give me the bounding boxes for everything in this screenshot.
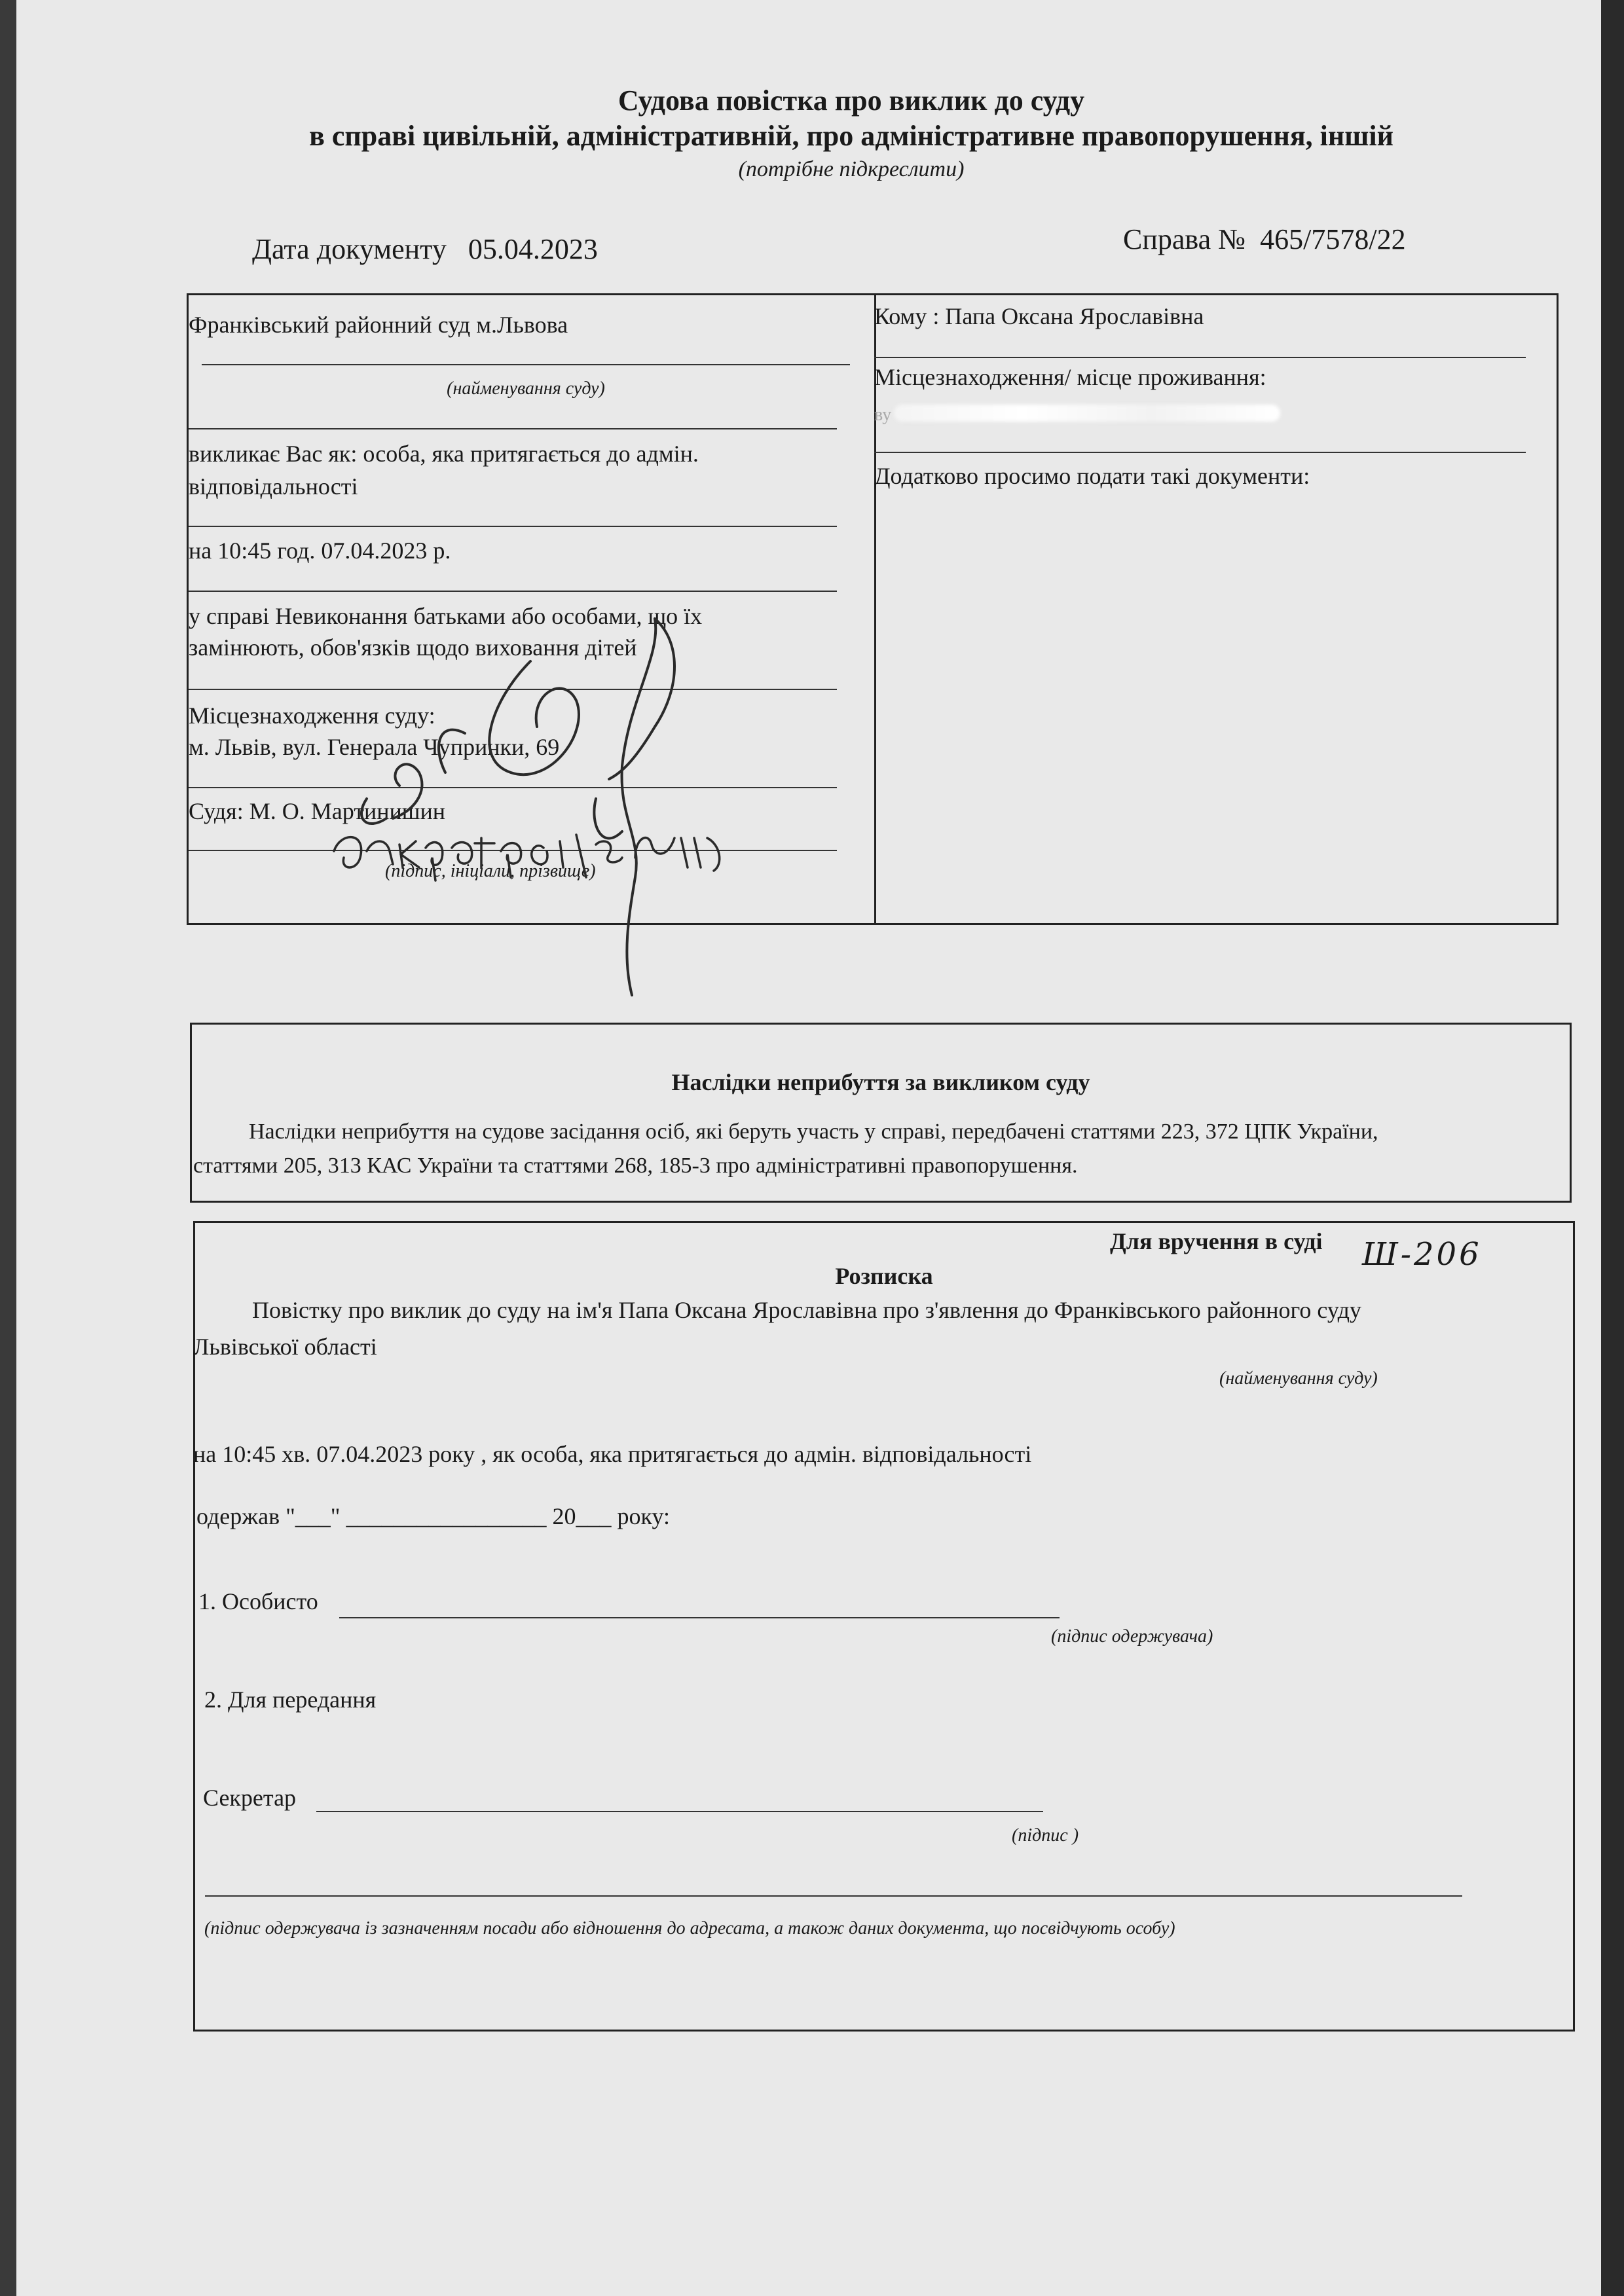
personal-label: 1. Особисто	[198, 1588, 318, 1614]
underline	[874, 452, 1526, 453]
court-name: Франківський районний суд м.Львова	[189, 312, 568, 338]
receipt-line-2: Львівської області	[193, 1334, 377, 1360]
bottom-caption: (підпис одержувача із зазначенням посади або відношення до адресата, а також даних документа, що посвідчують особу)	[204, 1918, 1175, 1939]
date-label: Дата документу	[252, 233, 447, 265]
transfer-label: 2. Для передання	[204, 1686, 377, 1713]
documents-label: Додатково просимо подати такі документи:	[874, 463, 1310, 489]
judge-signature	[314, 602, 786, 1008]
hearing-time: на 10:45 год. 07.04.2023 р.	[189, 538, 451, 564]
secretary-signature-line	[316, 1811, 1043, 1812]
final-signature-line	[205, 1895, 1462, 1897]
court-caption: (найменування суду)	[447, 378, 605, 399]
scan-edge	[1601, 0, 1624, 2296]
receipt-court-caption: (найменування суду)	[1219, 1368, 1378, 1389]
handwritten-code: Ш-206	[1362, 1236, 1482, 1273]
underline	[189, 428, 837, 429]
date-value: 05.04.2023	[468, 233, 598, 265]
receipt-box	[193, 1221, 1575, 2032]
title-line-2: в справі цивільній, адміністративній, про адміністративне правопорушення, іншій	[309, 120, 1393, 152]
court-location-label: Місцезнаходження суду:	[189, 702, 435, 729]
residence-label: Місцезнаходження/ місце проживання:	[874, 364, 1266, 390]
title-line-1: Судова повістка про виклик до суду	[618, 84, 1085, 117]
consequences-line-2: статтями 205, 313 КАС України та статтями 268, 185-3 про адміністративні правопорушення.	[193, 1154, 1078, 1178]
redacted-address	[894, 405, 1280, 422]
signature-caption: (підпис, ініціали, прізвище)	[385, 861, 596, 881]
receipt-title: Розписка	[835, 1263, 933, 1289]
secretary-label: Секретар	[203, 1785, 297, 1811]
underline	[202, 364, 850, 365]
case-value: 465/7578/22	[1260, 223, 1406, 255]
summons-role-1: викликає Вас як: особа, яка притягається до адмін.	[189, 441, 699, 467]
subtitle: (потрібне підкреслити)	[738, 157, 965, 181]
case-label: Справа №	[1123, 223, 1246, 255]
receipt-time: на 10:45 хв. 07.04.2023 року , як особа, яка притягається до адмін. відповідальності	[193, 1441, 1032, 1467]
personal-caption: (підпис одержувача)	[1051, 1626, 1213, 1647]
underline	[189, 591, 837, 592]
residence-prefix: ву	[874, 405, 892, 425]
for-court-delivery: Для вручення в суді	[1110, 1228, 1323, 1254]
consequences-line-1: Наслідки неприбуття на судове засідання осіб, які беруть участь у справі, передбачені статтями 223, 372 ЦПК України,	[249, 1120, 1378, 1144]
underline	[189, 526, 837, 527]
judge-name: Судя: М. О. Мартинишин	[189, 798, 446, 824]
summons-role-2: відповідальності	[189, 473, 358, 500]
case-subject-1: у справі Невиконання батьками або особами, що їх	[189, 603, 703, 629]
recipient: Кому : Папа Оксана Ярославівна	[874, 303, 1204, 329]
document-date	[252, 232, 598, 266]
case-number	[1123, 223, 1406, 256]
received-date: одержав "___" _________________ 20___ року:	[196, 1503, 671, 1529]
court-location: м. Львів, вул. Генерала Чупринки, 69	[189, 734, 560, 760]
receipt-line-1: Повістку про виклик до суду на ім'я Папа Оксана Ярославівна про з'явлення до Франківського районного суду	[252, 1297, 1361, 1323]
secretary-signature	[327, 812, 733, 884]
personal-signature-line	[339, 1617, 1060, 1618]
case-subject-2: замінюють, обов'язків щодо виховання дітей	[189, 634, 637, 661]
consequences-title: Наслідки неприбуття за викликом суду	[671, 1069, 1090, 1095]
underline	[874, 357, 1526, 358]
secretary-caption: (підпис )	[1012, 1825, 1079, 1846]
